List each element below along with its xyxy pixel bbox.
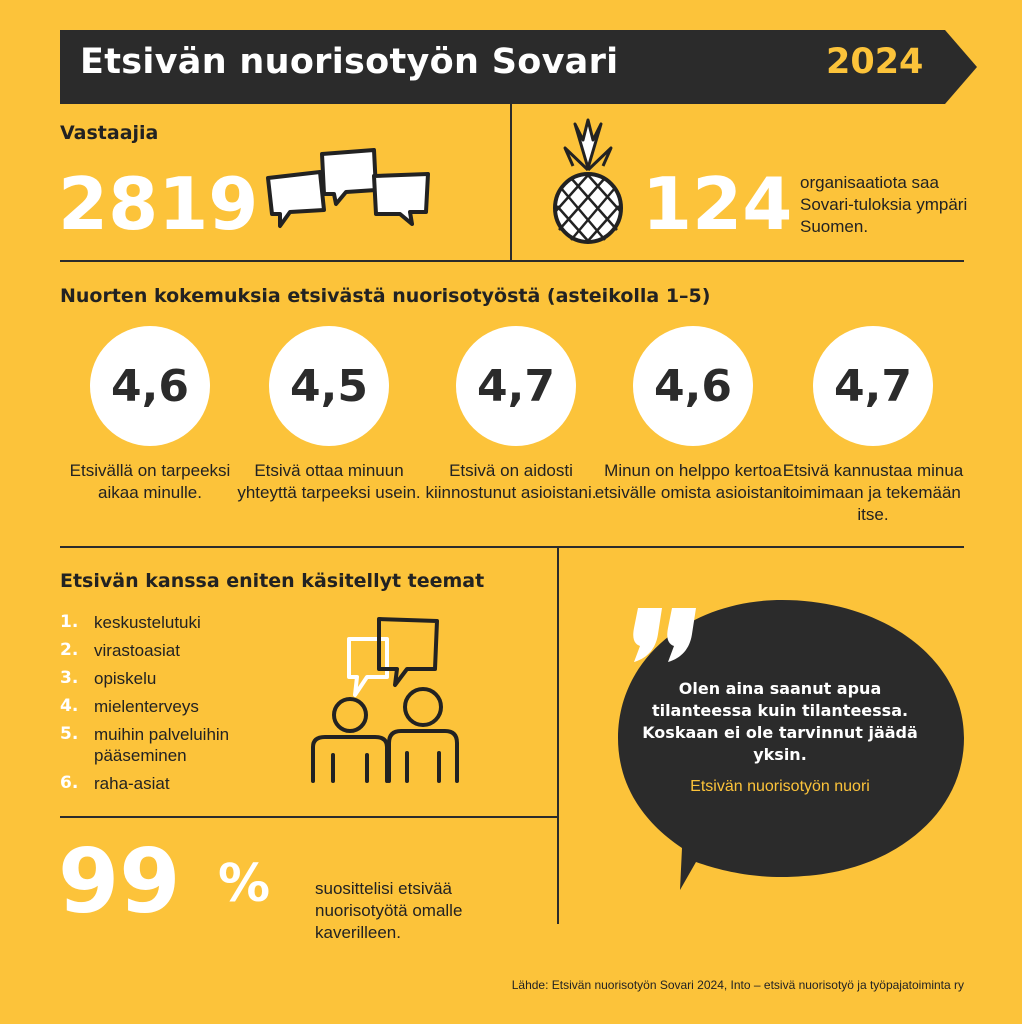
score-value: 4,7 <box>834 360 912 412</box>
score-value: 4,7 <box>477 360 555 412</box>
score-circle-4 <box>633 326 753 446</box>
source-note: Lähde: Etsivän nuorisotyön Sovari 2024, Into – etsivä nuorisotyö ja työpajatoiminta ry <box>511 978 964 992</box>
divider-2 <box>60 546 964 548</box>
theme-label: keskustelutuki <box>94 613 201 632</box>
list-item <box>60 773 290 794</box>
quote-mark-icon <box>628 604 708 664</box>
list-item <box>60 640 290 661</box>
score-circle-2 <box>269 326 389 446</box>
list-item <box>60 612 290 633</box>
list-item <box>60 668 290 689</box>
theme-number: 6. <box>60 773 79 793</box>
bottom-divider-vertical <box>557 546 559 924</box>
theme-number: 5. <box>60 724 79 744</box>
divider-1 <box>60 260 964 262</box>
score-caption-1: Etsivällä on tarpeeksi aikaa minulle. <box>69 461 231 502</box>
score-caption-4: Minun on helppo kertoa etsivälle omista asioistani. <box>594 461 792 502</box>
theme-number: 2. <box>60 640 79 660</box>
theme-number: 4. <box>60 696 79 716</box>
theme-number: 3. <box>60 668 79 688</box>
theme-number: 1. <box>60 612 79 632</box>
score-circle-3 <box>456 326 576 446</box>
header-banner <box>60 30 977 104</box>
themes-heading: Etsivän kanssa eniten käsitellyt teemat <box>60 570 485 592</box>
top-divider-vertical <box>510 104 512 262</box>
experiences-heading: Nuorten kokemuksia etsivästä nuorisotyöstä (asteikolla 1–5) <box>60 285 711 307</box>
recommend-text: suosittelisi etsivää nuorisotyötä omalle kaverilleen. <box>315 879 463 942</box>
recommend-value: 99 <box>58 830 181 933</box>
divider-3 <box>60 816 558 818</box>
respondents-label: Vastaajia <box>60 122 159 144</box>
people-talking-icon <box>305 615 465 785</box>
theme-label: mielenterveys <box>94 697 199 716</box>
score-caption-5: Etsivä kannustaa minua toimimaan ja tekemään itse. <box>782 461 964 524</box>
theme-label: muihin palveluihin pääseminen <box>94 725 230 765</box>
organizations-value: 124 <box>642 162 793 246</box>
theme-label: raha-asiat <box>94 774 170 793</box>
score-circle-5 <box>813 326 933 446</box>
organizations-text: organisaatiota saa Sovari-tuloksia ympäri Suomen. <box>800 173 968 236</box>
quote-source: Etsivän nuorisotyön nuori <box>690 778 870 795</box>
recommend-unit: % <box>218 854 271 914</box>
themes-list <box>60 612 290 801</box>
score-caption-3: Etsivä on aidosti kiinnostunut asioistani. <box>425 461 597 502</box>
list-item <box>60 696 290 717</box>
respondents-value: 2819 <box>58 162 259 246</box>
score-caption-2: Etsivä ottaa minuun yhteyttä tarpeeksi usein. <box>237 461 421 502</box>
speech-bubbles-icon <box>262 148 434 232</box>
theme-label: opiskelu <box>94 669 157 688</box>
theme-label: virastoasiat <box>94 641 180 660</box>
score-value: 4,6 <box>654 360 732 412</box>
quote-text: Olen aina saanut apua tilanteessa kuin tilanteessa. Koskaan ei ole tarvinnut jäädä yksin. <box>642 679 918 764</box>
score-value: 4,5 <box>290 360 368 412</box>
score-circle-1 <box>90 326 210 446</box>
score-value: 4,6 <box>111 360 189 412</box>
list-item <box>60 724 290 766</box>
year-label: 2024 <box>826 42 924 82</box>
pineapple-icon <box>545 118 631 244</box>
page-title: Etsivän nuorisotyön Sovari <box>80 42 619 82</box>
